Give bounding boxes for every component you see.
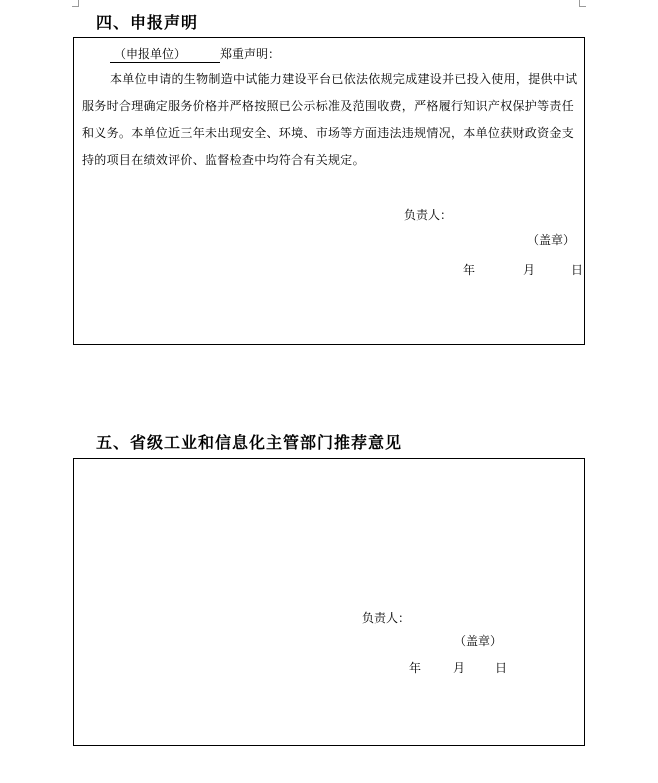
section5-title: 五、省级工业和信息化主管部门推荐意见 — [96, 433, 403, 452]
year-label: 年 — [409, 661, 422, 675]
declare-text: 郑重声明： — [220, 47, 281, 61]
recommendation-box[interactable] — [73, 458, 585, 746]
responsible-person-label: 负责人： — [404, 208, 453, 222]
applicant-unit-field[interactable]: （申报单位） — [110, 45, 220, 63]
date-line — [409, 659, 507, 676]
page-corner-mark-left — [72, 0, 79, 7]
seal-label: （盖章） — [454, 634, 503, 648]
day-label: 日 — [495, 661, 508, 675]
declaration-header — [110, 45, 280, 63]
day-label: 日 — [571, 263, 584, 277]
declaration-paragraph: 本单位申请的生物制造中试能力建设平台已依法依规完成建设并已投入使用，提供中试服务时合理确定服务价格并严格按照已公示标准及范围收费，严格履行知识产权保护等责任和义务。本单位近三年未出现安全、环境、市场等方面违法违规情况，本单位获财政资金支持的项目在绩效评价、监督检查中均符合有关规定。 — [82, 72, 578, 167]
responsible-person-label: 负责人： — [362, 611, 411, 625]
year-label: 年 — [463, 263, 476, 277]
declaration-box — [73, 37, 585, 345]
page-corner-mark-right — [579, 0, 586, 7]
section4-title: 四、申报声明 — [96, 13, 199, 32]
month-label: 月 — [453, 661, 466, 675]
seal-label: （盖章） — [527, 233, 576, 247]
month-label: 月 — [523, 263, 536, 277]
date-line — [463, 261, 583, 278]
